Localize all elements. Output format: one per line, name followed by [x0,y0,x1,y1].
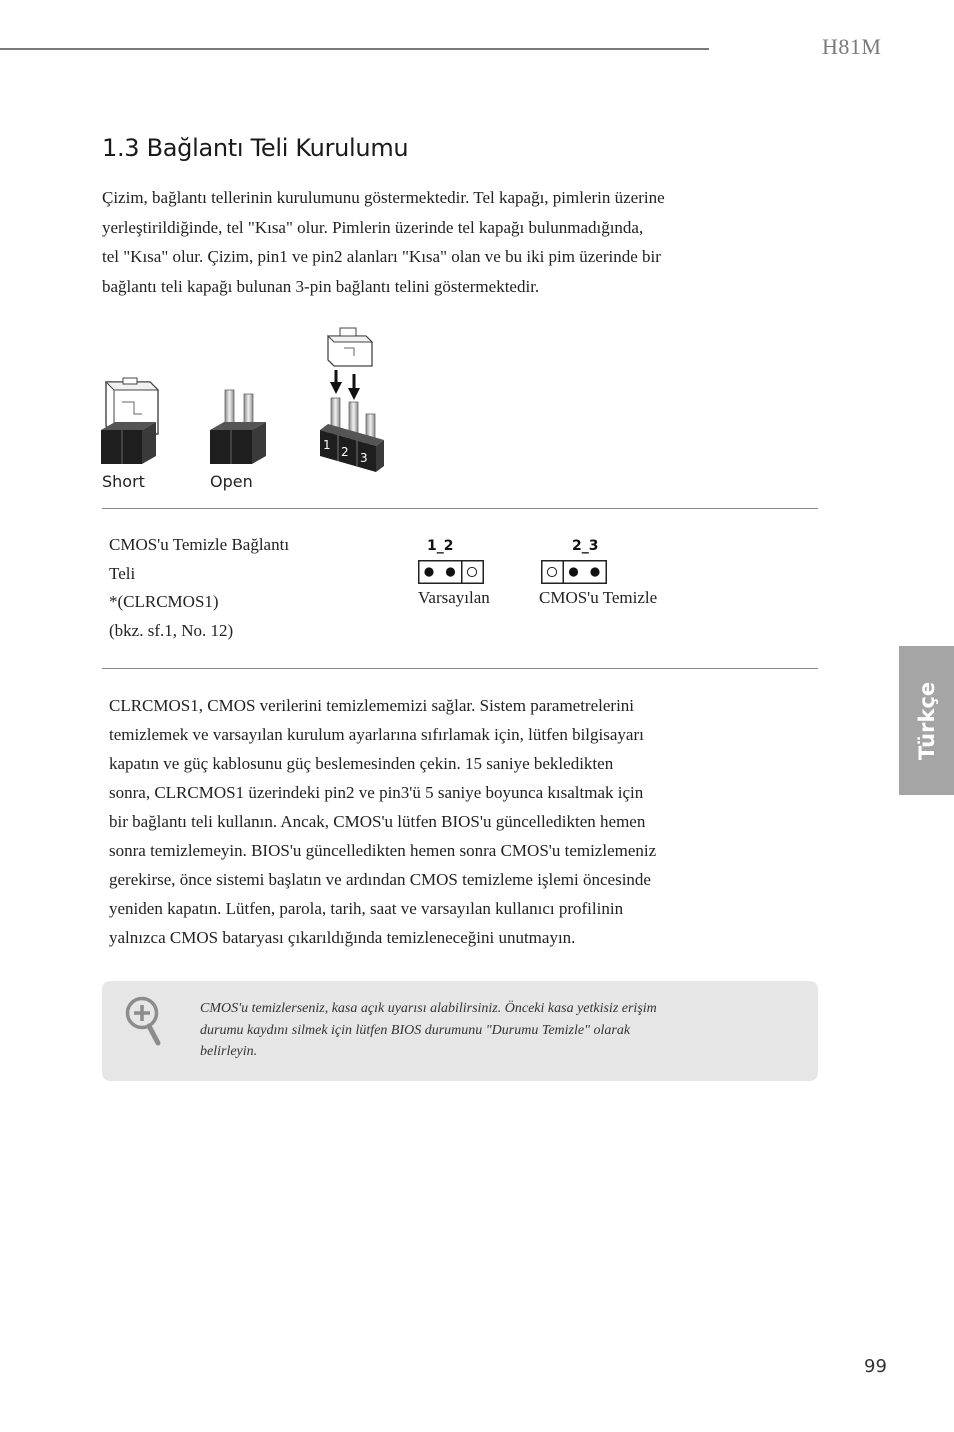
body-line: temizlemek ve varsayılan kurulum ayarlarına sıfırlamak için, lütfen bilgisayarı [109,725,644,744]
clrcmos-label-line: Teli [109,563,136,583]
default-pin-setting [418,538,538,618]
clear-cmos-caption: CMOS'u Temizle [539,588,658,607]
page-number: 99 [864,1356,887,1377]
language-tab-label: Türkçe [914,681,939,760]
short-label: Short [102,472,145,491]
pin-number-1: 1 [323,438,331,452]
open-label: Open [210,472,253,491]
note-line: durumu kaydını silmek için lütfen BIOS durumunu "Durumu Temizle" olarak [200,1022,631,1038]
pin-header-2-3-icon [541,560,609,584]
body-line: kapatın ve güç kablosunu güç beslemesinden çekin. 15 saniye bekledikten [109,754,614,773]
clrcmos-label-line: *(CLRCMOS1) [109,592,219,611]
section-title: 1.3 Bağlantı Teli Kurulumu [102,134,409,162]
magnifier-plus-icon [124,995,164,1049]
body-line: gerekirse, önce sistemi başlatın ve ardından CMOS temizleme işlemi öncesinde [109,870,651,889]
table-top-rule [102,508,818,509]
body-line: sonra temizlemeyin. BIOS'u güncelledikten hemen sonra CMOS'u temizlemeniz [109,841,657,860]
short-jumper-graphic [101,378,158,464]
header-rule [0,48,709,50]
body-line: bir bağlantı teli kullanın. Ancak, CMOS'u lütfen BIOS'u güncelledikten hemen [109,812,646,831]
table-bottom-rule [102,668,818,669]
intro-paragraph [102,183,802,301]
body-line: CLRCMOS1, CMOS verilerini temizlememizi sağlar. Sistem parametrelerini [109,696,635,715]
clear-pin-numbers: 2_3 [572,538,599,554]
clrcmos-label-line: CMOS'u Temizle Bağlantı [109,535,290,554]
intro-line: Çizim, bağlantı tellerinin kurulumunu göstermektedir. Tel kapağı, pimlerin üzerine [102,188,665,207]
note-line: belirleyin. [200,1044,258,1059]
clrcmos-label-line: (bkz. sf.1, No. 12) [109,620,234,640]
clrcmos-description [109,691,809,952]
default-pin-numbers: 1_2 [427,538,454,554]
intro-line: tel "Kısa" olur. Çizim, pin1 ve pin2 alanları "Kısa" olan ve bu iki pim üzerinde bir [102,247,661,266]
three-pin-jumper-graphic [320,328,384,472]
jumper-illustration [98,322,398,497]
pin-number-2: 2 [341,445,349,459]
body-line: yalnızca CMOS bataryası çıkarıldığında temizleneceğini unutmayın. [109,928,576,947]
note-text [200,998,800,1063]
intro-line: yerleştirildiğinde, tel "Kısa" olur. Pimlerin üzerinde tel kapağı bulunmadığında, [102,217,644,237]
clear-cmos-pin-setting [539,538,689,618]
note-line: CMOS'u temizlerseniz, kasa açık uyarısı alabilirsiniz. Önceki kasa yetkisiz erişim [200,1001,657,1016]
clrcmos-label [109,531,289,645]
body-line: yeniden kapatın. Lütfen, parola, tarih, saat ve varsayılan kullanıcı profilinin [109,899,624,918]
open-jumper-graphic [210,390,266,464]
language-side-tab [899,646,954,795]
default-caption: Varsayılan [418,588,490,607]
note-box [102,981,818,1081]
pin-header-1-2-icon [418,560,484,584]
pin-number-3: 3 [360,451,368,465]
model-name: H81M [822,34,882,59]
body-line: sonra, CLRCMOS1 üzerindeki pin2 ve pin3'ü 5 saniye boyunca kısaltmak için [109,783,644,802]
intro-line: bağlantı teli kapağı bulunan 3-pin bağlantı telini göstermektedir. [102,276,540,296]
